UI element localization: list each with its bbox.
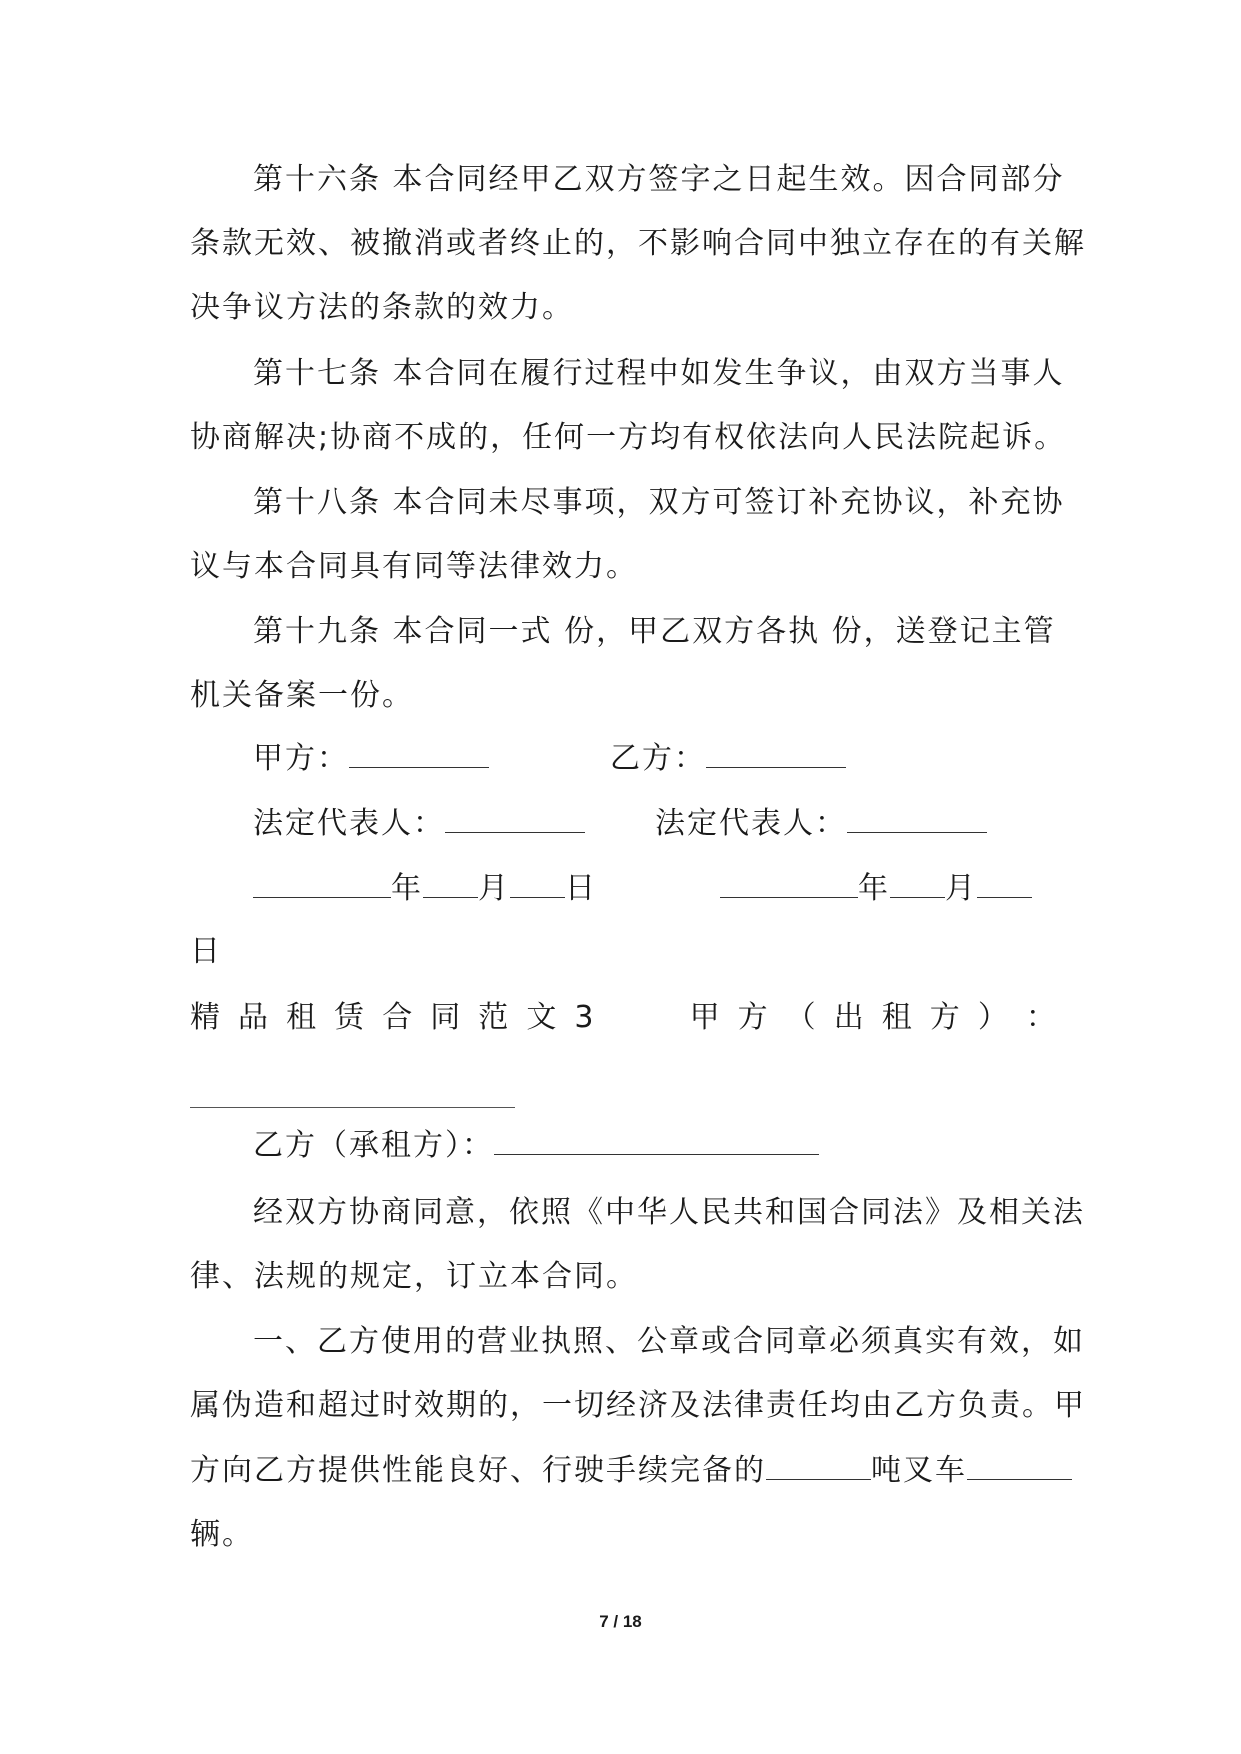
rep-a-signature	[253, 802, 585, 846]
lessor-char: 方	[737, 1000, 768, 1035]
tonnage-blank	[766, 1449, 871, 1480]
lessor-blank	[190, 1107, 515, 1108]
rep-b-label: 法定代表人：	[655, 806, 847, 841]
lessor-char: 租	[881, 1000, 912, 1035]
party-a-label: 甲方：	[253, 741, 349, 776]
quantity-blank	[967, 1449, 1072, 1480]
date-a	[253, 867, 597, 911]
lessee-label: 乙方（承租方）：	[253, 1128, 494, 1163]
title-char: 合	[382, 1000, 413, 1035]
title-char: 范	[478, 1000, 509, 1035]
title-char: 3	[574, 1000, 594, 1035]
item-1-line-3	[190, 1449, 1056, 1493]
date-b-day-blank	[977, 867, 1032, 898]
article-17-line-2: 协商解决;协商不成的，任何一方均有权依法向人民法院起诉。	[190, 420, 1067, 455]
lessor-char: ：	[1025, 1000, 1056, 1035]
rep-a-label: 法定代表人：	[253, 806, 445, 841]
party-b-label: 乙方：	[610, 741, 706, 776]
item-1-line-2: 属伪造和超过时效期的，一切经济及法律责任均由乙方负责。甲	[190, 1388, 1086, 1423]
lessor-char: ）	[977, 1000, 1008, 1035]
party-a-signature	[253, 737, 489, 781]
date-a-year-label: 年	[391, 871, 423, 906]
party-b-signature	[610, 737, 846, 781]
rep-b-blank	[847, 802, 987, 833]
intro-line-2: 律、法规的规定，订立本合同。	[190, 1259, 638, 1294]
item-1-line-1: 一、乙方使用的营业执照、公章或合同章必须真实有效，如	[253, 1324, 1085, 1359]
title-char: 同	[430, 1000, 461, 1035]
lessor-char: 出	[833, 1000, 864, 1035]
item-1-line-3-text-b: 吨叉车	[871, 1453, 967, 1488]
rep-b-signature	[655, 802, 987, 846]
lessor-char: 甲	[689, 1000, 720, 1035]
date-a-month-blank	[423, 867, 478, 898]
party-a-blank	[349, 737, 489, 768]
title-char: 品	[238, 1000, 269, 1035]
date-b	[720, 867, 1032, 911]
page-number: 7 / 18	[599, 1612, 642, 1631]
date-a-month-label: 月	[478, 871, 510, 906]
article-18-line-1: 第十八条 本合同未尽事项，双方可签订补充协议，补充协	[253, 485, 1065, 520]
date-b-month-blank	[890, 867, 945, 898]
article-16-line-1: 第十六条 本合同经甲乙双方签字之日起生效。因合同部分	[253, 162, 1065, 197]
date-b-year-blank	[720, 867, 858, 898]
rep-a-blank	[445, 802, 585, 833]
title-char: 文	[526, 1000, 557, 1035]
article-17-line-1: 第十七条 本合同在履行过程中如发生争议，由双方当事人	[253, 356, 1065, 391]
item-1-line-4: 辆。	[190, 1517, 254, 1552]
title-char: 精	[190, 1000, 220, 1035]
title-char: 赁	[334, 1000, 365, 1035]
lessor-char: 方	[929, 1000, 960, 1035]
date-a-day-blank	[510, 867, 565, 898]
date-a-day-label: 日	[565, 871, 597, 906]
title-gap	[612, 996, 672, 1040]
section-3-title-line	[190, 996, 1056, 1040]
item-1-line-3-text-a: 方向乙方提供性能良好、行驶手续完备的	[190, 1453, 766, 1488]
date-a-year-blank	[253, 867, 391, 898]
article-19-line-2: 机关备案一份。	[190, 678, 414, 713]
article-19-line-1: 第十九条 本合同一式 份，甲乙双方各执 份，送登记主管	[253, 614, 1056, 649]
date-b-day-wrap: 日	[190, 934, 222, 969]
article-16-line-3: 决争议方法的条款的效力。	[190, 290, 574, 325]
title-char: 租	[286, 1000, 317, 1035]
article-18-line-2: 议与本合同具有同等法律效力。	[190, 549, 638, 584]
date-b-month-label: 月	[945, 871, 977, 906]
lessee-blank	[494, 1124, 819, 1155]
article-16-line-2: 条款无效、被撤消或者终止的，不影响合同中独立存在的有关解	[190, 226, 1086, 261]
lessee-line	[253, 1124, 819, 1168]
date-b-year-label: 年	[858, 871, 890, 906]
party-b-blank	[706, 737, 846, 768]
lessor-char: （	[785, 1000, 816, 1035]
intro-line-1: 经双方协商同意，依照《中华人民共和国合同法》及相关法	[253, 1195, 1085, 1230]
